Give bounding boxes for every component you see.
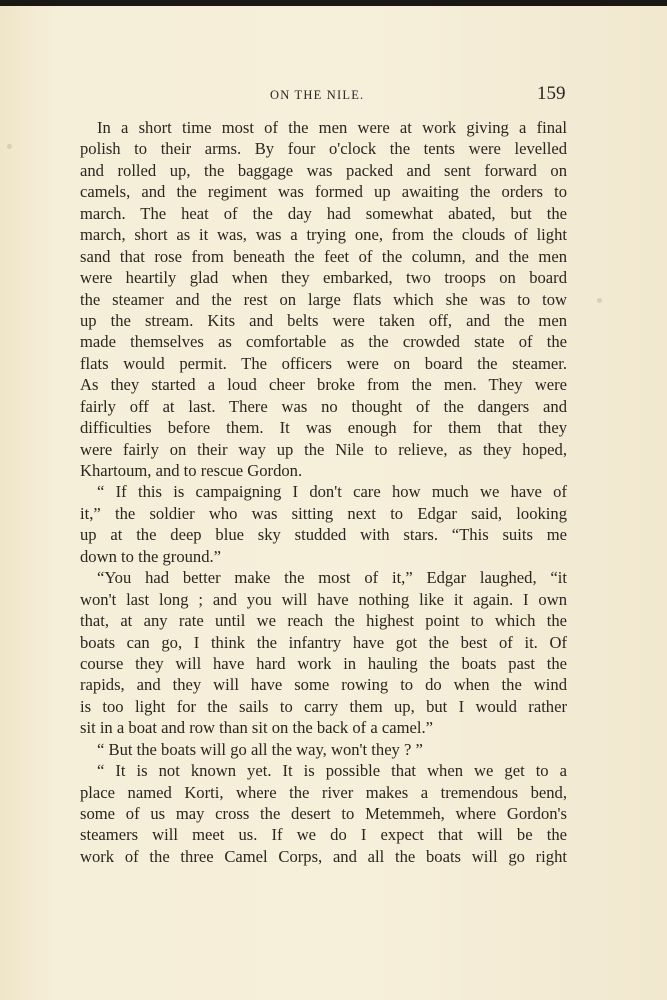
- text-line: march, short as it was, was a trying one, from the clouds of light: [80, 225, 567, 245]
- text-line: As they started a loud cheer broke from the men. They were: [80, 375, 567, 395]
- text-line: some of us may cross the desert to Metemmeh, where Gordon's: [80, 804, 567, 823]
- paragraph: [80, 760, 567, 867]
- text-line: “You had better make the most of it,” Edgar laughed, “it: [97, 568, 567, 588]
- text-line: that, at any rate until we reach the highest point to which the: [80, 611, 567, 631]
- text-line: is too light for the sails to carry them up, but I would rather: [80, 696, 567, 716]
- text-line: down to the ground.”: [80, 546, 222, 566]
- text-line: work of the three Camel Corps, and all the boats will go right: [80, 846, 567, 866]
- text-line: place named Korti, where the river makes a tremendous bend,: [80, 782, 567, 802]
- scan-top-edge: [0, 0, 667, 6]
- paragraph: [80, 567, 567, 739]
- paragraph: [80, 481, 567, 567]
- running-head: [0, 83, 667, 106]
- text-line: up the stream. Kits and belts were taken off, and the men: [80, 310, 567, 330]
- page-number: 159: [537, 83, 566, 104]
- paper-spot: [597, 298, 602, 303]
- text-line: fairly off at last. There was no thought of the dangers and: [80, 396, 567, 416]
- paper-spot: [7, 144, 12, 149]
- text-line: rapids, and they will have some rowing to do when the wind: [80, 675, 567, 695]
- text-line: polish to their arms. By four o'clock the tents were levelled: [80, 139, 567, 159]
- text-line: difficulties before them. It was enough for them that they: [80, 418, 567, 438]
- text-line: made themselves as comfortable as the crowded state of the: [80, 332, 567, 352]
- text-line: it,” the soldier who was sitting next to Edgar said, looking: [80, 503, 567, 523]
- text-line: march. The heat of the day had somewhat abated, but the: [80, 203, 567, 223]
- running-head-title: ON THE NILE.: [270, 88, 365, 102]
- text-line: up at the deep blue sky studded with stars. “This suits me: [80, 525, 567, 545]
- text-line: flats would permit. The officers were on board the steamer.: [80, 353, 567, 373]
- text-line: sit in a boat and row than sit on the back of a camel.”: [80, 718, 433, 738]
- text-line: the steamer and the rest on large flats which she was to tow: [80, 289, 567, 309]
- text-line: camels, and the regiment was formed up awaiting the orders to: [80, 182, 567, 202]
- body-text: [80, 117, 567, 867]
- text-line: “ It is not known yet. It is possible that when we get to a: [97, 761, 567, 781]
- text-line: won't last long ; and you will have nothing like it again. I own: [80, 589, 567, 609]
- text-line: and rolled up, the baggage was packed and sent forward on: [80, 160, 567, 180]
- text-line: “ If this is campaigning I don't care how much we have of: [97, 482, 567, 502]
- text-line: steamers will meet us. If we do I expect that will be the: [80, 825, 567, 845]
- text-line: were heartily glad when they embarked, two troops on board: [80, 268, 567, 288]
- paragraph: [80, 117, 567, 481]
- text-line: In a short time most of the men were at work giving a final: [97, 118, 567, 137]
- text-line: boats can go, I think the infantry have got the best of it. Of: [80, 632, 567, 652]
- text-line: “ But the boats will go all the way, won't they ? ”: [97, 739, 423, 759]
- text-line: were fairly on their way up the Nile to relieve, as they hoped,: [80, 439, 567, 459]
- text-line: course they will have hard work in hauling the boats past the: [80, 653, 567, 673]
- paragraph: [80, 739, 567, 760]
- text-line: sand that rose from beneath the feet of the column, and the men: [80, 246, 567, 266]
- text-line: Khartoum, and to rescue Gordon.: [80, 461, 303, 480]
